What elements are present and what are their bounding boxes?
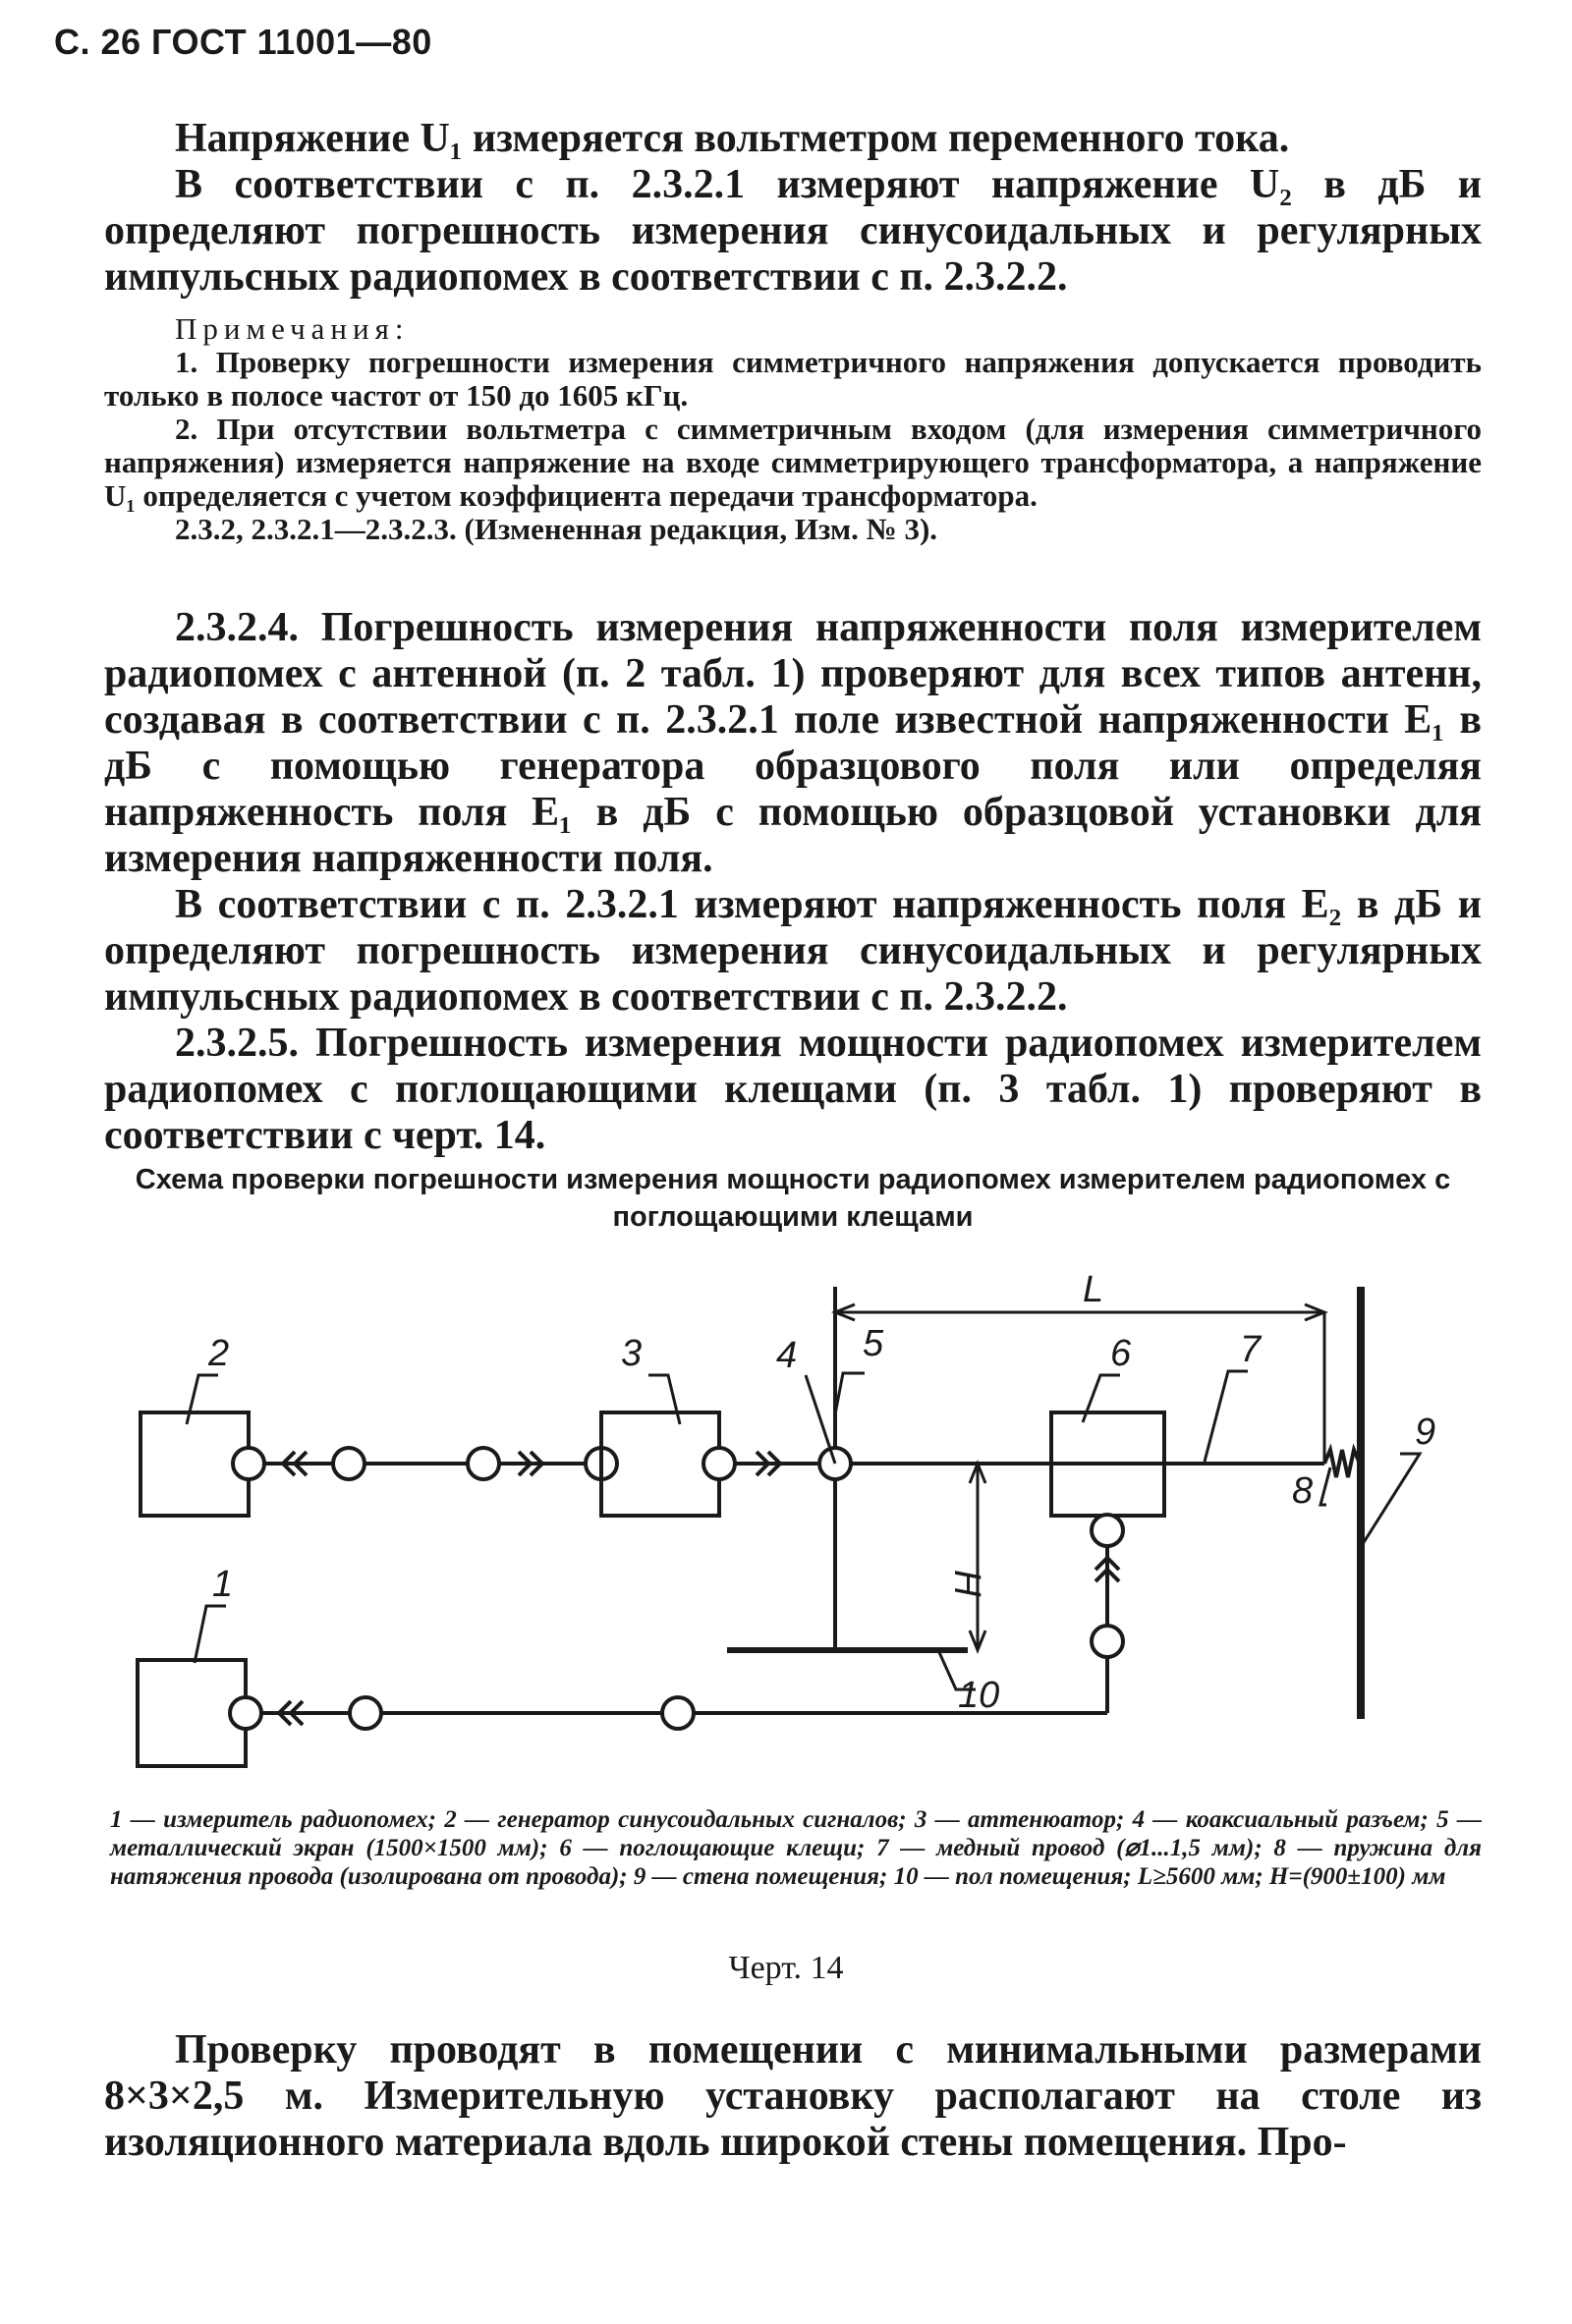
figure-legend: 1 — измеритель радиопомех; 2 — генератор синусоидальных сигналов; 3 — аттенюатор; 4 — коаксиальный разъем; 5 — металлический экран (1500×1500 мм); 6 — поглощающие клещи; 7 — медный провод (⌀1...1,5 мм); 8 — пружина для натяжения провода (изолирована от провода); 9 — стена помещения; 10 — пол помещения; L≥5600 мм; H=(900±100) мм: [110, 1806, 1482, 1890]
label-5: 5: [863, 1323, 884, 1364]
paragraph: Проверку проводят в помещении с минимальными размерами 8×3×2,5 м. Измерительную установку располагают на столе из изоляционного материала вдоль широкой стены помещения. Про-: [104, 2027, 1482, 2165]
mid-paragraphs: [104, 605, 1482, 1159]
label-4: 4: [776, 1335, 798, 1376]
cable-ferrite-symbol: [333, 1448, 365, 1479]
label-10: 10: [958, 1675, 1000, 1716]
connector-symbol: [230, 1697, 261, 1729]
figure-number: Черт. 14: [728, 1950, 844, 1986]
dimension-h-label: H: [946, 1570, 987, 1597]
cable-ferrite-symbol: [468, 1448, 499, 1479]
leader-lines: [187, 1371, 1420, 1689]
notes-block: [104, 312, 1482, 546]
label-6: 6: [1110, 1333, 1132, 1374]
paragraph: В соответствии с п. 2.3.2.1 измеряют напряжение U₂ в дБ и определяют погрешность измерения синусоидальных и регулярных импульсных радиопомех в соответствии с п. 2.3.2.2.: [104, 162, 1482, 300]
note-item: 2. При отсутствии вольтметра с симметричным входом (для измерения симметричного напряжения) измеряется напряжение на входе симметрирующего трансформатора, а напряжение U₁ определяется с учетом коэффициента передачи трансформатора.: [104, 412, 1482, 513]
paragraph: Напряжение U₁ измеряется вольтметром переменного тока.: [175, 116, 1290, 161]
dimension-l-label: L: [1083, 1269, 1104, 1310]
paragraph: 2.3.2.5. Погрешность измерения мощности радиопомех измерителем радиопомех с поглощающими клещами (п. 3 табл. 1) проверяют в соответствии с черт. 14.: [104, 1021, 1482, 1158]
label-9: 9: [1415, 1411, 1436, 1453]
connector-symbol: [703, 1448, 735, 1479]
cable-ferrite-symbol: [662, 1697, 694, 1729]
label-3: 3: [621, 1333, 643, 1374]
page-header: С. 26 ГОСТ 11001—80: [54, 22, 432, 62]
cable-ferrite-symbol: [350, 1697, 381, 1729]
connector-symbol: [1092, 1515, 1123, 1546]
bottom-paragraph: [104, 2027, 1482, 2166]
paragraph: 2.3.2.4. Погрешность измерения напряженности поля измерителем радиопомех с антенной (п. 2 табл. 1) проверяют для всех типов антенн, создавая в соответствии с п. 2.3.2.1 поле известной напряженности E₁ в дБ с помощью генератора образцового поля или определяя напряженность поля E₁ в дБ с помощью образцовой установки для измерения напряженности поля.: [104, 605, 1482, 881]
notes-title: Примечания:: [175, 311, 410, 346]
attenuator-block: [601, 1412, 719, 1516]
cable-ferrite-symbol: [1092, 1626, 1123, 1657]
top-paragraphs: [104, 116, 1482, 301]
label-2: 2: [208, 1333, 230, 1374]
label-1: 1: [212, 1564, 234, 1605]
amendment-note: 2.3.2, 2.3.2.1—2.3.2.3. (Измененная редакция, Изм. № 3).: [175, 512, 938, 546]
schematic-diagram: [0, 1257, 1572, 1807]
label-7: 7: [1240, 1329, 1262, 1370]
note-item: 1. Проверку погрешности измерения симметричного напряжения допускается проводить только в полосе частот от 150 до 1605 кГц.: [104, 345, 1482, 413]
connector-symbol: [233, 1448, 264, 1479]
label-8: 8: [1292, 1470, 1314, 1512]
paragraph: В соответствии с п. 2.3.2.1 измеряют напряженность поля E₂ в дБ и определяют погрешность измерения синусоидальных и регулярных импульсных радиопомех в соответствии с п. 2.3.2.2.: [104, 882, 1482, 1020]
figure-caption: Схема проверки погрешности измерения мощности радиопомех измерителем радиопомех с поглощающими клещами: [135, 1164, 1451, 1233]
